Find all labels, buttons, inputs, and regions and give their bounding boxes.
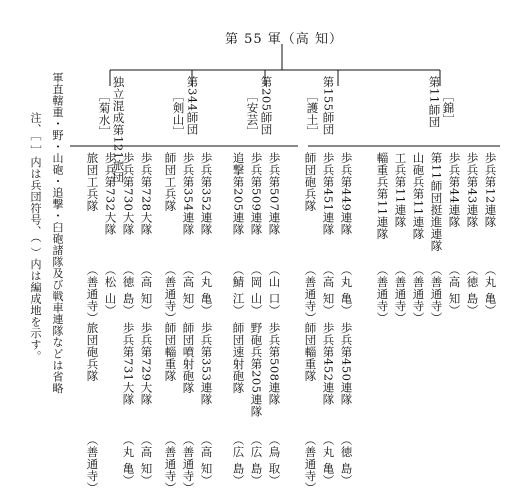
unit-place: （松 山） (103, 264, 118, 317)
unit-place: （善通寺） (163, 264, 178, 324)
unit-place: （山 口） (267, 264, 282, 317)
unit-place: （丸 亀） (321, 434, 336, 487)
division-code-4: ［菊水］ (97, 90, 112, 138)
unit-place: （高 知） (321, 264, 336, 317)
unit-place: （善通寺） (181, 434, 196, 494)
unit-name: 歩兵第12連隊 (483, 152, 498, 228)
unit-name: 歩兵第732大隊 (103, 152, 118, 236)
army-title: 第 55 軍（高 知） (225, 32, 343, 47)
unit-name: 歩兵第507連隊 (267, 152, 282, 236)
division-name-3: 第344師団 (185, 76, 200, 136)
unit-name: 師団輜重隊 (163, 322, 178, 382)
unit-place: （善通寺） (303, 434, 318, 494)
division-code-2: ［安芸］ (245, 90, 260, 138)
unit-place: （善通寺） (393, 264, 408, 324)
unit-name: 歩兵第728大隊 (139, 152, 154, 236)
unit-place: （徳 島） (465, 264, 480, 317)
unit-name: 工兵第11連隊 (393, 152, 408, 228)
unit-place: （丸 亀） (339, 264, 354, 317)
unit-place: （徳 島） (121, 264, 136, 317)
unit-name: 歩兵第508連隊 (267, 322, 282, 406)
unit-place: （高 知） (447, 264, 462, 317)
unit-name: 歩兵第452連隊 (321, 322, 336, 406)
unit-name: 歩兵第44連隊 (447, 152, 462, 228)
unit-place: （丸 亀） (199, 264, 214, 317)
unit-place: （善通寺） (163, 434, 178, 494)
note-line-1: 注、［ ］内は兵団符号、（ ）内は編成地を示す。 (29, 112, 42, 362)
division-name-0: 第11師団 (427, 76, 442, 128)
unit-place: （丸 亀） (483, 264, 498, 317)
unit-name: 野砲兵第205連隊 (249, 322, 264, 418)
unit-place: （高 知） (199, 434, 214, 487)
division-name-4: 独立混成第121旅団 (111, 76, 126, 184)
division-code-1: ［護土］ (305, 90, 320, 138)
unit-name: 師団砲兵隊 (303, 152, 318, 212)
unit-name: 師団工兵隊 (163, 152, 178, 212)
unit-name: 師団速射砲隊 (231, 322, 246, 394)
unit-place: （徳 島） (339, 434, 354, 487)
unit-name: 追撃第205連隊 (231, 152, 246, 236)
unit-place: （高 知） (139, 264, 154, 317)
unit-name: 歩兵第730大隊 (121, 152, 136, 236)
unit-place: （広 島） (231, 434, 246, 487)
unit-place: （岡 山） (249, 264, 264, 317)
unit-place: （善通寺） (85, 264, 100, 324)
unit-name: 歩兵第451連隊 (321, 152, 336, 236)
note-line-2: 軍直轄重・野・山砲・追撃・臼砲諸隊及び戦車連隊などは省略 (51, 72, 64, 394)
unit-name: 第11師団挺進連隊 (429, 152, 444, 252)
unit-place: （広 島） (249, 434, 264, 487)
unit-name: 歩兵第352連隊 (199, 152, 214, 236)
unit-name: 歩兵第450連隊 (339, 322, 354, 406)
unit-name: 旅団砲兵隊 (85, 322, 100, 382)
division-name-2: 第205師団 (259, 76, 274, 136)
unit-name: 歩兵第43連隊 (465, 152, 480, 228)
unit-place: （善通寺） (85, 434, 100, 494)
unit-name: 歩兵第731大隊 (121, 322, 136, 406)
unit-place: （高 知） (181, 264, 196, 317)
unit-place: （高 知） (139, 434, 154, 487)
unit-place: （丸 亀） (121, 434, 136, 487)
division-code-3: ［剣山］ (171, 90, 186, 138)
unit-name: 歩兵第354連隊 (181, 152, 196, 236)
unit-name: 山砲兵第11連隊 (411, 152, 426, 240)
unit-place: （善通寺） (429, 264, 444, 324)
unit-place: （鳥 取） (267, 434, 282, 487)
division-code-0: ［錦］ (441, 90, 456, 126)
unit-name: 歩兵第353連隊 (199, 322, 214, 406)
unit-name: 歩兵第729大隊 (139, 322, 154, 406)
unit-place: （善通寺） (375, 264, 390, 324)
unit-name: 師団輜重隊 (303, 322, 318, 382)
unit-name: 師団噴射砲隊 (181, 322, 196, 394)
division-name-1: 第155師団 (321, 76, 336, 136)
unit-place: （善通寺） (411, 264, 426, 324)
unit-name: 歩兵第509連隊 (249, 152, 264, 236)
unit-name: 輜重兵第11連隊 (375, 152, 390, 240)
unit-name: 歩兵第449連隊 (339, 152, 354, 236)
unit-name: 旅団工兵隊 (85, 152, 100, 212)
unit-place: （善通寺） (303, 264, 318, 324)
unit-place: （鯖 江） (231, 264, 246, 317)
